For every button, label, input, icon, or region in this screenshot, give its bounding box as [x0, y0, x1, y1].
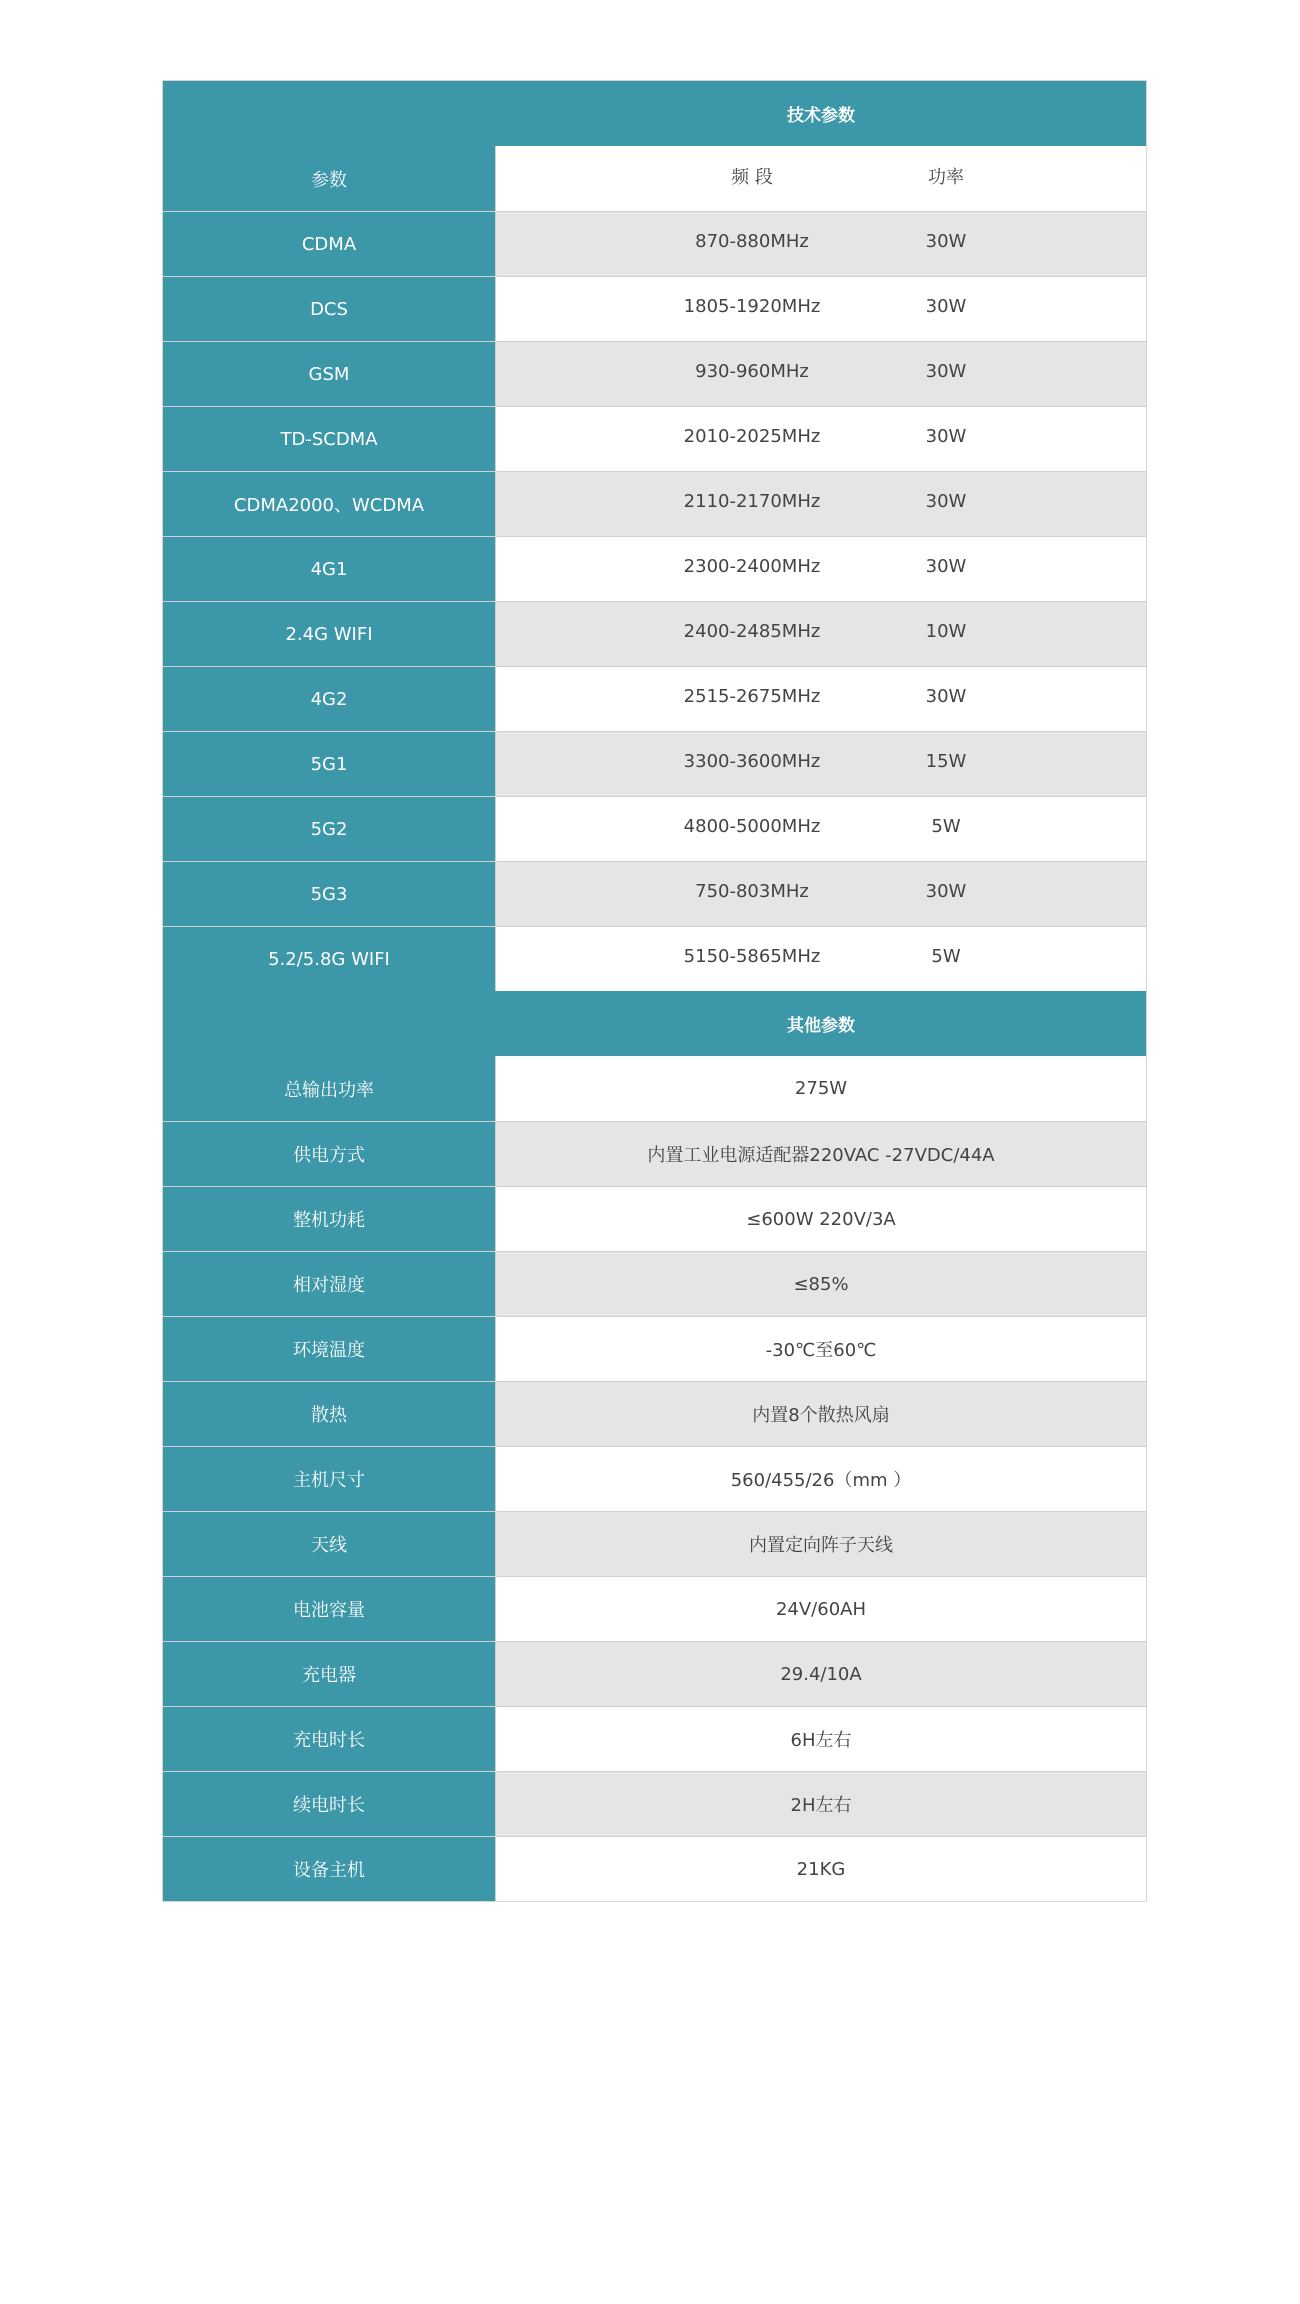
- power-column-label: 功率: [928, 166, 964, 188]
- table-row: [163, 1641, 1146, 1706]
- row-content: [496, 1772, 1146, 1836]
- row-value: 2H左右: [790, 1795, 852, 1816]
- row-content: [496, 1642, 1146, 1706]
- row-label: 环境温度: [163, 1317, 496, 1381]
- band-value: 1805-1920MHz: [683, 295, 821, 317]
- table-row: [163, 1511, 1146, 1576]
- row-label: 5G1: [163, 732, 496, 796]
- other-section-header: [163, 991, 1146, 1056]
- row-content: [496, 342, 1146, 406]
- table-row: [163, 406, 1146, 471]
- row-content: [496, 1382, 1146, 1446]
- power-value: 30W: [925, 685, 967, 707]
- row-label: 设备主机: [163, 1837, 496, 1901]
- row-label: 2.4G WIFI: [163, 602, 496, 666]
- row-label: 充电器: [163, 1642, 496, 1706]
- band-value: 2400-2485MHz: [683, 620, 821, 642]
- power-value: 30W: [925, 360, 967, 382]
- band-value: 2300-2400MHz: [683, 555, 821, 577]
- table-row: [163, 1251, 1146, 1316]
- band-value: 750-803MHz: [695, 880, 809, 902]
- row-content: [496, 1317, 1146, 1381]
- band-value: 930-960MHz: [695, 360, 809, 382]
- power-value: 30W: [925, 295, 967, 317]
- power-value: 10W: [925, 620, 967, 642]
- table-row: [163, 211, 1146, 276]
- power-value: 15W: [925, 750, 967, 772]
- band-column-label: 频 段: [731, 166, 773, 188]
- power-value: 30W: [925, 425, 967, 447]
- row-content: [496, 1056, 1146, 1121]
- row-value: 560/455/26（mm ）: [730, 1470, 912, 1491]
- band-value: 2010-2025MHz: [683, 425, 821, 447]
- row-value: 内置定向阵子天线: [749, 1535, 893, 1556]
- row-label: 续电时长: [163, 1772, 496, 1836]
- power-value: 5W: [931, 945, 961, 967]
- row-label: 5.2/5.8G WIFI: [163, 927, 496, 991]
- column-header-row: [163, 146, 1146, 211]
- band-value: 870-880MHz: [695, 230, 809, 252]
- power-value: 5W: [931, 815, 961, 837]
- table-row: [163, 1121, 1146, 1186]
- row-content: [496, 1122, 1146, 1186]
- row-value: -30℃至60℃: [765, 1340, 877, 1361]
- table-row: [163, 1446, 1146, 1511]
- band-value: 2110-2170MHz: [683, 490, 821, 512]
- band-value: 3300-3600MHz: [683, 750, 821, 772]
- row-label: GSM: [163, 342, 496, 406]
- row-label: 天线: [163, 1512, 496, 1576]
- row-value: 内置工业电源适配器220VAC -27VDC/44A: [647, 1145, 995, 1166]
- band-value: 4800-5000MHz: [683, 815, 821, 837]
- param-column-label: 参数: [163, 146, 496, 211]
- other-section-title: 其他参数: [787, 1016, 855, 1036]
- table-row: [163, 796, 1146, 861]
- row-content: [496, 1187, 1146, 1251]
- column-header-content: [496, 146, 1146, 211]
- row-content: [496, 732, 1146, 796]
- row-value: 21KG: [796, 1858, 846, 1880]
- row-value: 275W: [794, 1078, 848, 1099]
- row-label: 电池容量: [163, 1577, 496, 1641]
- row-label: 充电时长: [163, 1707, 496, 1771]
- row-content: [496, 1252, 1146, 1316]
- row-content: [496, 1447, 1146, 1511]
- power-value: 30W: [925, 230, 967, 252]
- table-row: [163, 341, 1146, 406]
- row-label: 5G3: [163, 862, 496, 926]
- row-content: [496, 212, 1146, 276]
- table-row: [163, 1771, 1146, 1836]
- row-content: [496, 1837, 1146, 1901]
- row-value: 6H左右: [790, 1730, 852, 1751]
- row-label: 供电方式: [163, 1122, 496, 1186]
- row-value: 内置8个散热风扇: [752, 1405, 890, 1426]
- table-row: [163, 1576, 1146, 1641]
- row-content: [496, 1707, 1146, 1771]
- row-content: [496, 667, 1146, 731]
- row-content: [496, 1512, 1146, 1576]
- row-label: 4G2: [163, 667, 496, 731]
- row-content: [496, 537, 1146, 601]
- row-label: DCS: [163, 277, 496, 341]
- row-content: [496, 1577, 1146, 1641]
- table-row: [163, 1186, 1146, 1251]
- row-label: CDMA2000、WCDMA: [163, 472, 496, 536]
- row-content: [496, 407, 1146, 471]
- table-row: [163, 731, 1146, 796]
- row-label: 整机功耗: [163, 1187, 496, 1251]
- row-label: CDMA: [163, 212, 496, 276]
- row-label: 散热: [163, 1382, 496, 1446]
- table-row: [163, 1316, 1146, 1381]
- table-row: [163, 536, 1146, 601]
- spec-table: [162, 80, 1147, 1902]
- table-row: [163, 861, 1146, 926]
- row-label: 相对湿度: [163, 1252, 496, 1316]
- row-value: ≤85%: [793, 1273, 849, 1295]
- table-row: [163, 471, 1146, 536]
- row-label: TD-SCDMA: [163, 407, 496, 471]
- row-label: 主机尺寸: [163, 1447, 496, 1511]
- tech-section-header: [163, 81, 1146, 146]
- row-content: [496, 797, 1146, 861]
- row-content: [496, 602, 1146, 666]
- table-row: [163, 601, 1146, 666]
- table-row: [163, 1836, 1146, 1901]
- row-label: 5G2: [163, 797, 496, 861]
- table-row: [163, 1706, 1146, 1771]
- table-row: [163, 276, 1146, 341]
- table-row: [163, 1381, 1146, 1446]
- band-value: 5150-5865MHz: [683, 945, 821, 967]
- table-row: [163, 1056, 1146, 1121]
- power-value: 30W: [925, 490, 967, 512]
- row-content: [496, 862, 1146, 926]
- row-content: [496, 927, 1146, 991]
- table-row: [163, 666, 1146, 731]
- row-value: 24V/60AH: [775, 1598, 867, 1620]
- row-value: 29.4/10A: [780, 1663, 862, 1685]
- tech-section-title: 技术参数: [787, 106, 855, 126]
- row-value: ≤600W 220V/3A: [746, 1208, 896, 1230]
- power-value: 30W: [925, 880, 967, 902]
- row-content: [496, 472, 1146, 536]
- power-value: 30W: [925, 555, 967, 577]
- row-content: [496, 277, 1146, 341]
- row-label: 4G1: [163, 537, 496, 601]
- band-value: 2515-2675MHz: [683, 685, 821, 707]
- row-label: 总输出功率: [163, 1056, 496, 1121]
- table-row: [163, 926, 1146, 991]
